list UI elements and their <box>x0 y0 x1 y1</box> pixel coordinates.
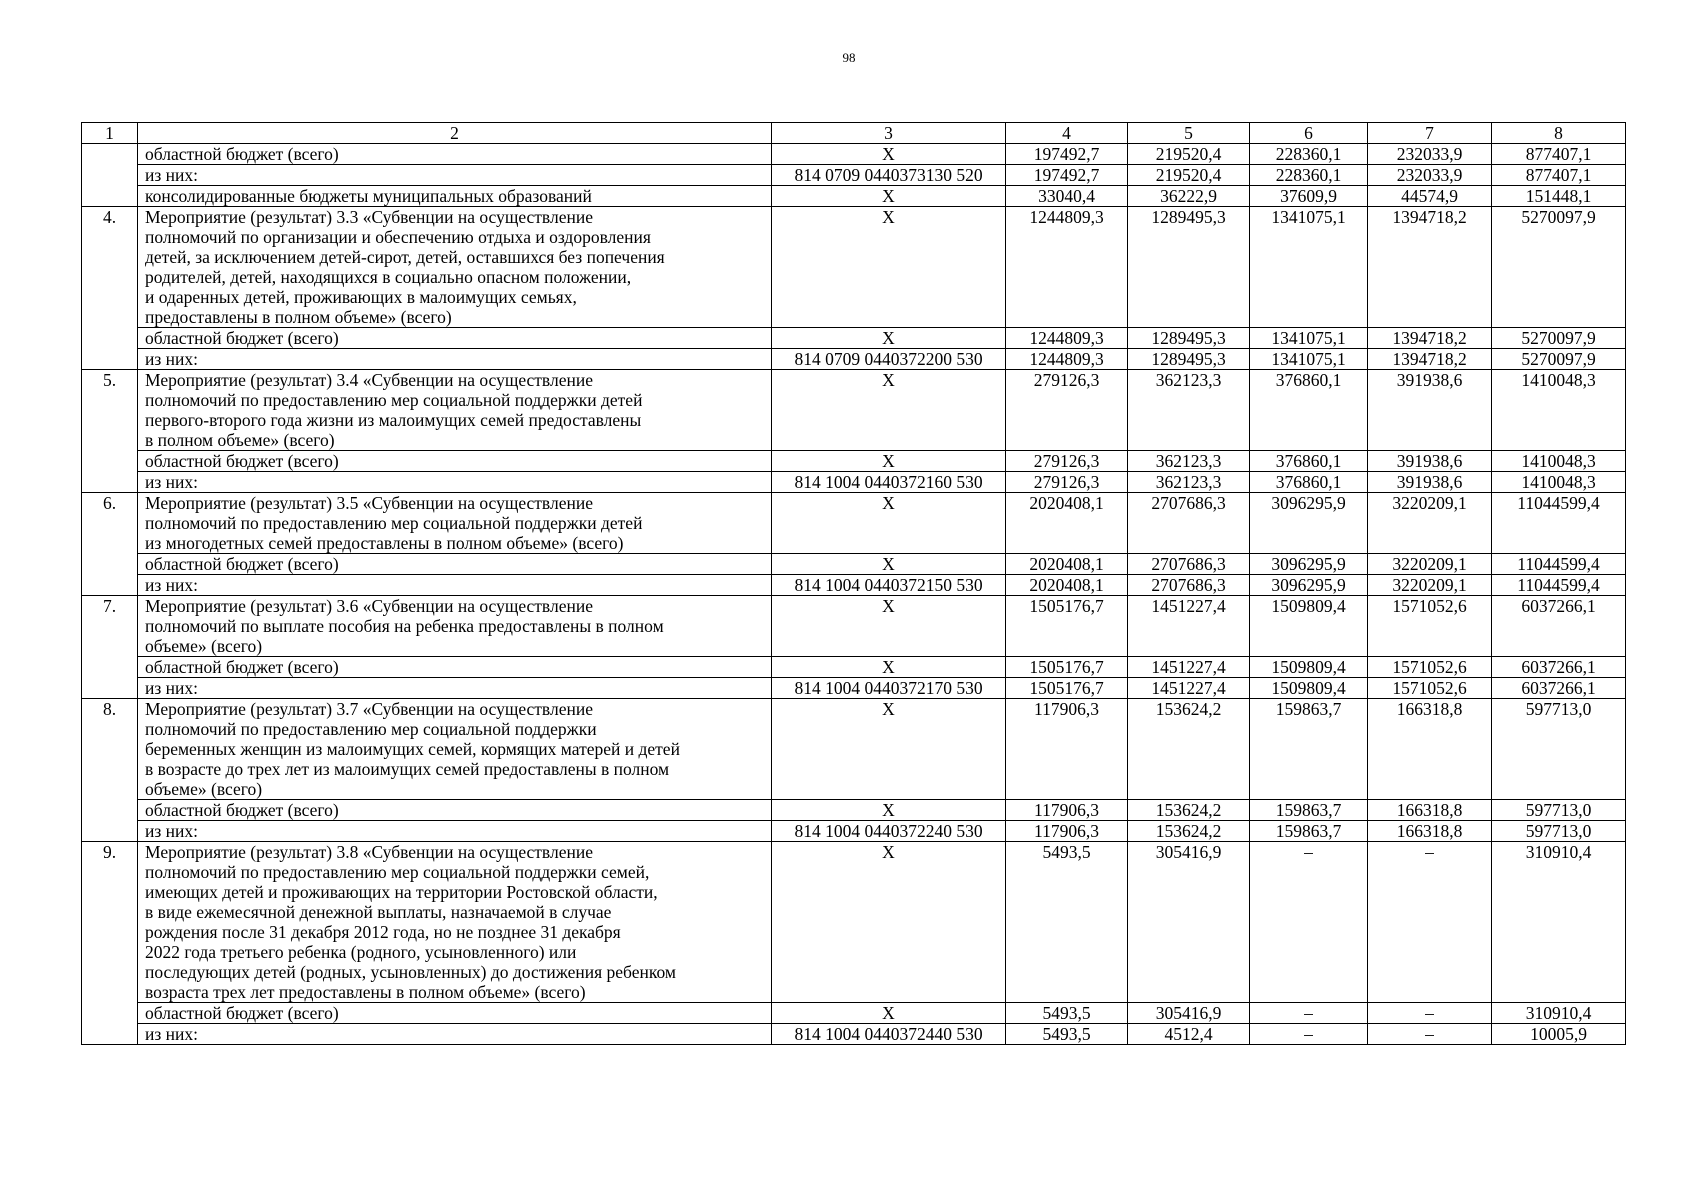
column-number-header: 7 <box>1368 123 1492 144</box>
amount-cell: 44574,9 <box>1368 186 1492 207</box>
amount-cell: 310910,4 <box>1492 842 1626 1003</box>
row-number: 4. <box>82 207 138 370</box>
amount-cell: 159863,7 <box>1250 800 1368 821</box>
row-description: Мероприятие (результат) 3.7 «Субвенции на осуществление полномочий по предоставлению мер социальной поддержки беременных женщин из малоимущих семей, кормящих матерей и детей в возрасте до трех лет из малоимущих семей предоставлены в полном объеме» (всего) <box>138 699 772 800</box>
row-description: из них: <box>138 349 772 370</box>
amount-cell: 5270097,9 <box>1492 207 1626 328</box>
amount-cell: 5493,5 <box>1006 1003 1128 1024</box>
table-row <box>82 554 1626 575</box>
amount-cell: 279126,3 <box>1006 451 1128 472</box>
row-number: 7. <box>82 596 138 699</box>
amount-cell: 159863,7 <box>1250 699 1368 800</box>
amount-cell: 36222,9 <box>1128 186 1250 207</box>
budget-code: X <box>772 596 1006 657</box>
table-row <box>82 144 1626 165</box>
budget-code: 814 1004 0440372240 530 <box>772 821 1006 842</box>
budget-code: 814 0709 0440373130 520 <box>772 165 1006 186</box>
row-description: областной бюджет (всего) <box>138 554 772 575</box>
budget-code: X <box>772 493 1006 554</box>
amount-cell: 5270097,9 <box>1492 349 1626 370</box>
amount-cell: 305416,9 <box>1128 842 1250 1003</box>
amount-cell: 1410048,3 <box>1492 451 1626 472</box>
amount-cell: 10005,9 <box>1492 1024 1626 1045</box>
row-description: Мероприятие (результат) 3.3 «Субвенции на осуществление полномочий по организации и обеспечению отдыха и оздоровления детей, за исключением детей-сирот, детей, оставшихся без попечения родителей, детей, находящихся в социально опасном положении, и одаренных детей, проживающих в малоимущих семьях, предоставлены в полном объеме» (всего) <box>138 207 772 328</box>
column-number-header: 8 <box>1492 123 1626 144</box>
table-row <box>82 1024 1626 1045</box>
row-description: областной бюджет (всего) <box>138 1003 772 1024</box>
row-description: из них: <box>138 678 772 699</box>
amount-cell: 11044599,4 <box>1492 575 1626 596</box>
budget-code: X <box>772 328 1006 349</box>
table-row <box>82 472 1626 493</box>
amount-cell: 1410048,3 <box>1492 370 1626 451</box>
amount-cell: 37609,9 <box>1250 186 1368 207</box>
amount-cell: 3096295,9 <box>1250 493 1368 554</box>
amount-cell: 166318,8 <box>1368 800 1492 821</box>
table-row <box>82 186 1626 207</box>
amount-cell: 1505176,7 <box>1006 657 1128 678</box>
table-row <box>82 349 1626 370</box>
amount-cell: 2020408,1 <box>1006 493 1128 554</box>
amount-cell: 11044599,4 <box>1492 554 1626 575</box>
amount-cell: 1394718,2 <box>1368 328 1492 349</box>
amount-cell: 153624,2 <box>1128 821 1250 842</box>
column-number-header: 4 <box>1006 123 1128 144</box>
amount-cell: 232033,9 <box>1368 165 1492 186</box>
amount-cell: 228360,1 <box>1250 165 1368 186</box>
amount-cell: 1244809,3 <box>1006 207 1128 328</box>
table-row <box>82 596 1626 657</box>
amount-cell: 391938,6 <box>1368 370 1492 451</box>
amount-cell: 228360,1 <box>1250 144 1368 165</box>
amount-cell: 2020408,1 <box>1006 554 1128 575</box>
budget-code: X <box>772 554 1006 575</box>
row-description: Мероприятие (результат) 3.8 «Субвенции на осуществление полномочий по предоставлению мер социальной поддержки семей, имеющих детей и проживающих на территории Ростовской области, в виде ежемесячной денежной выплаты, назначаемой в случае рождения после 31 декабря 2012 года, но не позднее 31 декабря 2022 года третьего ребенка (родного, усыновленного) или последующих детей (родных, усыновленных) до достижения ребенком возраста трех лет предоставлены в полном объеме» (всего) <box>138 842 772 1003</box>
amount-cell: 159863,7 <box>1250 821 1368 842</box>
budget-code: X <box>772 370 1006 451</box>
amount-cell: 279126,3 <box>1006 370 1128 451</box>
amount-cell: – <box>1250 1003 1368 1024</box>
row-number: 5. <box>82 370 138 493</box>
budget-code: X <box>772 800 1006 821</box>
amount-cell: 166318,8 <box>1368 699 1492 800</box>
table-row <box>82 207 1626 328</box>
row-description: областной бюджет (всего) <box>138 657 772 678</box>
amount-cell: – <box>1250 1024 1368 1045</box>
amount-cell: 232033,9 <box>1368 144 1492 165</box>
amount-cell: 1509809,4 <box>1250 678 1368 699</box>
amount-cell: 117906,3 <box>1006 800 1128 821</box>
budget-code: X <box>772 699 1006 800</box>
budget-code: 814 0709 0440372200 530 <box>772 349 1006 370</box>
budget-code: 814 1004 0440372160 530 <box>772 472 1006 493</box>
row-description: областной бюджет (всего) <box>138 328 772 349</box>
amount-cell: 597713,0 <box>1492 699 1626 800</box>
amount-cell: 1289495,3 <box>1128 349 1250 370</box>
budget-code: X <box>772 657 1006 678</box>
amount-cell: 1244809,3 <box>1006 328 1128 349</box>
amount-cell: 5270097,9 <box>1492 328 1626 349</box>
row-description: Мероприятие (результат) 3.6 «Субвенции на осуществление полномочий по выплате пособия на ребенка предоставлены в полном объеме» (всего) <box>138 596 772 657</box>
table-row <box>82 800 1626 821</box>
amount-cell: 1505176,7 <box>1006 596 1128 657</box>
budget-code: 814 1004 0440372170 530 <box>772 678 1006 699</box>
amount-cell: 33040,4 <box>1006 186 1128 207</box>
amount-cell: 6037266,1 <box>1492 657 1626 678</box>
amount-cell: 5493,5 <box>1006 1024 1128 1045</box>
amount-cell: 877407,1 <box>1492 144 1626 165</box>
row-description: областной бюджет (всего) <box>138 451 772 472</box>
budget-code: X <box>772 842 1006 1003</box>
amount-cell: 597713,0 <box>1492 821 1626 842</box>
amount-cell: 376860,1 <box>1250 370 1368 451</box>
amount-cell: 305416,9 <box>1128 1003 1250 1024</box>
amount-cell: 151448,1 <box>1492 186 1626 207</box>
amount-cell: 1509809,4 <box>1250 596 1368 657</box>
row-description: из них: <box>138 575 772 596</box>
amount-cell: 1341075,1 <box>1250 207 1368 328</box>
table-row <box>82 678 1626 699</box>
row-description: из них: <box>138 472 772 493</box>
row-description: Мероприятие (результат) 3.4 «Субвенции на осуществление полномочий по предоставлению мер социальной поддержки детей первого-второго года жизни из малоимущих семей предоставлены в полном объеме» (всего) <box>138 370 772 451</box>
amount-cell: 1244809,3 <box>1006 349 1128 370</box>
page-number: 98 <box>842 50 856 65</box>
row-description: областной бюджет (всего) <box>138 800 772 821</box>
amount-cell: 1451227,4 <box>1128 678 1250 699</box>
column-number-header: 2 <box>138 123 772 144</box>
budget-code: 814 1004 0440372150 530 <box>772 575 1006 596</box>
row-description: из них: <box>138 1024 772 1045</box>
amount-cell: 279126,3 <box>1006 472 1128 493</box>
row-description: Мероприятие (результат) 3.5 «Субвенции на осуществление полномочий по предоставлению мер социальной поддержки детей из многодетных семей предоставлены в полном объеме» (всего) <box>138 493 772 554</box>
column-number-header: 6 <box>1250 123 1368 144</box>
amount-cell: 362123,3 <box>1128 472 1250 493</box>
amount-cell: 1289495,3 <box>1128 328 1250 349</box>
amount-cell: 1451227,4 <box>1128 596 1250 657</box>
amount-cell: 362123,3 <box>1128 451 1250 472</box>
amount-cell: 4512,4 <box>1128 1024 1250 1045</box>
amount-cell: 153624,2 <box>1128 800 1250 821</box>
row-description: из них: <box>138 821 772 842</box>
amount-cell: 2707686,3 <box>1128 554 1250 575</box>
amount-cell: 1505176,7 <box>1006 678 1128 699</box>
column-number-header: 5 <box>1128 123 1250 144</box>
amount-cell: 153624,2 <box>1128 699 1250 800</box>
table-body <box>82 123 1626 1045</box>
amount-cell: 219520,4 <box>1128 165 1250 186</box>
amount-cell: 1341075,1 <box>1250 349 1368 370</box>
amount-cell: 117906,3 <box>1006 699 1128 800</box>
amount-cell: 197492,7 <box>1006 144 1128 165</box>
row-description: областной бюджет (всего) <box>138 144 772 165</box>
table-row <box>82 821 1626 842</box>
amount-cell: 5493,5 <box>1006 842 1128 1003</box>
budget-table <box>81 122 1626 1045</box>
amount-cell: 1289495,3 <box>1128 207 1250 328</box>
amount-cell: 1451227,4 <box>1128 657 1250 678</box>
amount-cell: 1571052,6 <box>1368 678 1492 699</box>
table-row <box>82 657 1626 678</box>
amount-cell: 1571052,6 <box>1368 657 1492 678</box>
table-row <box>82 328 1626 349</box>
amount-cell: 3096295,9 <box>1250 554 1368 575</box>
budget-code: 814 1004 0440372440 530 <box>772 1024 1006 1045</box>
table-row <box>82 370 1626 451</box>
amount-cell: 2707686,3 <box>1128 575 1250 596</box>
amount-cell: 1509809,4 <box>1250 657 1368 678</box>
amount-cell: – <box>1250 842 1368 1003</box>
amount-cell: 117906,3 <box>1006 821 1128 842</box>
table-row <box>82 575 1626 596</box>
amount-cell: – <box>1368 842 1492 1003</box>
row-number: 8. <box>82 699 138 842</box>
table-row <box>82 451 1626 472</box>
amount-cell: 3220209,1 <box>1368 554 1492 575</box>
row-number: 6. <box>82 493 138 596</box>
amount-cell: 6037266,1 <box>1492 678 1626 699</box>
table-row <box>82 493 1626 554</box>
amount-cell: 877407,1 <box>1492 165 1626 186</box>
amount-cell: 3096295,9 <box>1250 575 1368 596</box>
amount-cell: 11044599,4 <box>1492 493 1626 554</box>
amount-cell: 166318,8 <box>1368 821 1492 842</box>
amount-cell: 362123,3 <box>1128 370 1250 451</box>
amount-cell: 197492,7 <box>1006 165 1128 186</box>
column-number-header: 3 <box>772 123 1006 144</box>
amount-cell: 6037266,1 <box>1492 596 1626 657</box>
amount-cell: 597713,0 <box>1492 800 1626 821</box>
table-row <box>82 699 1626 800</box>
column-number-header-row <box>82 123 1626 144</box>
amount-cell: 1394718,2 <box>1368 349 1492 370</box>
amount-cell: 1341075,1 <box>1250 328 1368 349</box>
row-number: 9. <box>82 842 138 1045</box>
column-number-header: 1 <box>82 123 138 144</box>
amount-cell: 376860,1 <box>1250 451 1368 472</box>
amount-cell: – <box>1368 1003 1492 1024</box>
amount-cell: 1394718,2 <box>1368 207 1492 328</box>
row-description: консолидированные бюджеты муниципальных образований <box>138 186 772 207</box>
row-number <box>82 144 138 207</box>
amount-cell: 3220209,1 <box>1368 575 1492 596</box>
amount-cell: 391938,6 <box>1368 451 1492 472</box>
row-description: из них: <box>138 165 772 186</box>
amount-cell: 310910,4 <box>1492 1003 1626 1024</box>
budget-code: X <box>772 144 1006 165</box>
amount-cell: 219520,4 <box>1128 144 1250 165</box>
budget-code: X <box>772 207 1006 328</box>
amount-cell: 376860,1 <box>1250 472 1368 493</box>
amount-cell: 2707686,3 <box>1128 493 1250 554</box>
table-row <box>82 165 1626 186</box>
table-row <box>82 842 1626 1003</box>
table-row <box>82 1003 1626 1024</box>
amount-cell: 1410048,3 <box>1492 472 1626 493</box>
budget-code: X <box>772 1003 1006 1024</box>
amount-cell: – <box>1368 1024 1492 1045</box>
budget-code: X <box>772 186 1006 207</box>
amount-cell: 3220209,1 <box>1368 493 1492 554</box>
budget-code: X <box>772 451 1006 472</box>
amount-cell: 1571052,6 <box>1368 596 1492 657</box>
amount-cell: 391938,6 <box>1368 472 1492 493</box>
amount-cell: 2020408,1 <box>1006 575 1128 596</box>
